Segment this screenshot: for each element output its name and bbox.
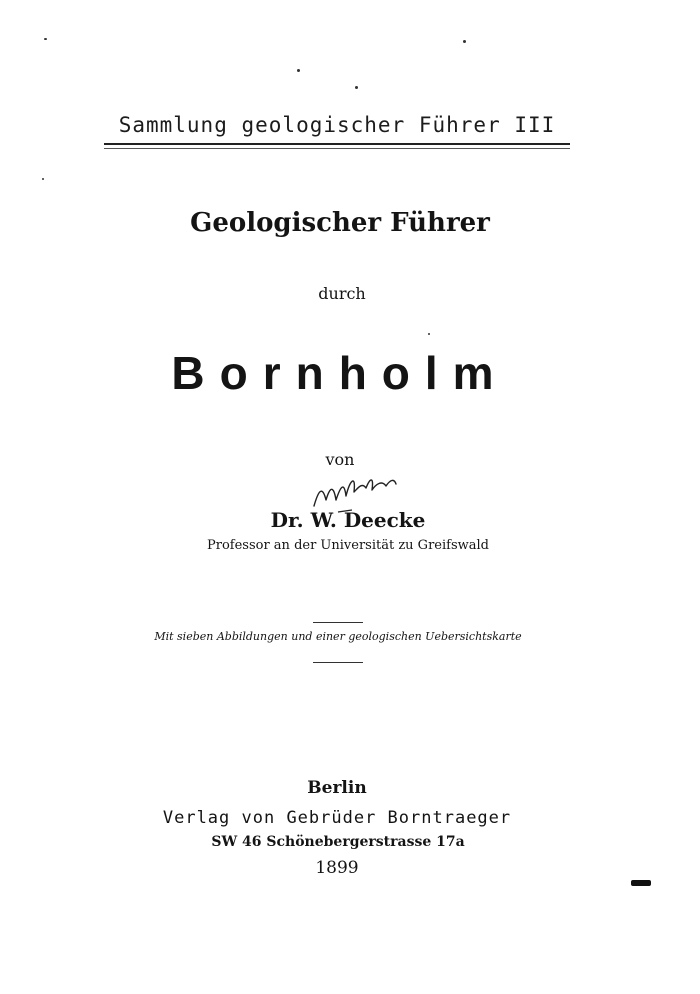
scan-speck — [355, 86, 358, 89]
imprint-address: SW 46 Schönebergerstrasse 17a — [211, 834, 465, 850]
scan-speck — [44, 38, 47, 40]
imprint-year: 1899 — [315, 858, 359, 878]
title-preposition: durch — [318, 284, 366, 303]
imprint-city: Berlin — [307, 778, 367, 798]
double-rule — [104, 143, 570, 149]
scan-speck — [463, 40, 466, 43]
imprint-publisher: Verlag von Gebrüder Borntraeger — [162, 808, 512, 828]
scan-speck — [42, 178, 44, 180]
separator-rule — [313, 622, 363, 623]
place-name: Bornholm — [171, 347, 509, 399]
scan-speck — [428, 333, 430, 335]
author-preposition: von — [325, 450, 355, 469]
separator-rule — [313, 662, 363, 663]
scan-edge-mark — [631, 880, 651, 886]
series-title: Sammlung geologischer Führer III — [118, 113, 556, 137]
book-title: Geologischer Führer — [190, 208, 490, 238]
scan-speck — [297, 69, 300, 72]
illustrations-note: Mit sieben Abbildungen und einer geologischen Uebersichtskarte — [154, 630, 522, 643]
author-name: Dr. W. Deecke — [270, 508, 426, 532]
author-affiliation: Professor an der Universität zu Greifswald — [207, 538, 489, 553]
